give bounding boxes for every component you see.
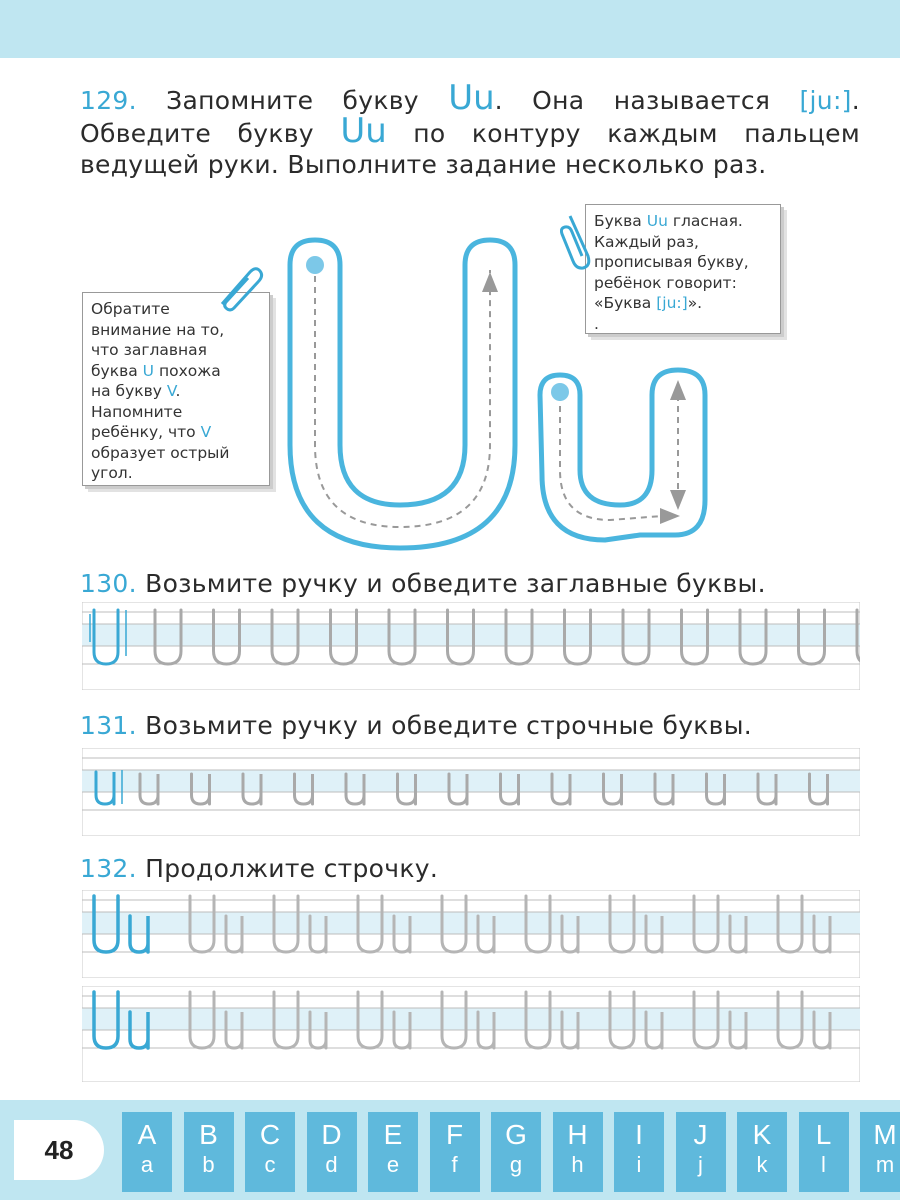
tab-lowercase: d [325,1152,338,1177]
letter-highlight: V [200,423,212,441]
text-fragment: . [851,86,860,115]
note-line: Каждый раз, [594,232,699,251]
small-u-tracing-row [82,748,860,836]
tab-lowercase: f [451,1152,458,1177]
tab-uppercase: M [873,1119,897,1150]
teacher-note-right [585,204,781,334]
tab-uppercase: H [567,1119,588,1150]
task-number: 129. [80,86,137,115]
task-number: 132. [80,854,137,883]
tab-lowercase: h [571,1152,584,1177]
tab-uppercase: I [635,1119,643,1150]
alphabet-tab-m[interactable] [860,1112,900,1192]
tab-uppercase: B [199,1119,218,1150]
alphabet-tab-e[interactable] [368,1112,418,1192]
tab-uppercase: F [445,1119,464,1150]
teacher-note-left [82,292,270,486]
task-number: 131. [80,711,137,740]
page-number: 48 [14,1120,104,1180]
tab-lowercase: a [140,1152,154,1177]
alphabet-tab-i[interactable] [614,1112,664,1192]
text-fragment: Обведите букву [80,119,314,148]
note-line: Обратите [91,300,170,318]
alphabet-tab-c[interactable] [245,1112,295,1192]
ruled-band [82,912,860,934]
alphabet-tab-a[interactable] [122,1112,172,1192]
tab-uppercase: L [815,1119,832,1150]
ruled-band [82,770,860,792]
ruled-frame [82,986,860,1082]
alphabet-tab-g[interactable] [491,1112,541,1192]
letter-sample: Uu [448,78,495,118]
uu-tracing-row [82,986,860,1082]
note-line [91,361,261,382]
note-line [594,293,772,314]
task-132-heading [80,853,438,884]
note-line: угол. [91,464,133,482]
tab-lowercase: g [509,1152,523,1177]
uu-tracing-row [82,890,860,978]
alphabet-tab-b[interactable] [184,1112,234,1192]
alphabet-tab-f[interactable] [430,1112,480,1192]
task-text: Продолжите строчку. [145,854,439,883]
note-line [594,211,772,232]
text-fragment: ребёнку, что [91,423,196,441]
note-line: прописывая букву, [594,253,749,271]
alphabet-tab-h[interactable] [553,1112,603,1192]
task-number: 130. [80,569,137,598]
ruled-band [82,1008,860,1030]
letter-sample: Uu [340,111,387,151]
note-line: ребёнок говорит: [594,273,737,292]
tab-uppercase: A [137,1119,157,1150]
ruled-band [82,624,860,646]
task-text: Возьмите ручку и обведите строчные буквы. [145,711,753,740]
text-fragment: буква [91,361,138,380]
alphabet-tab-d[interactable] [307,1112,357,1192]
tab-uppercase: G [505,1119,527,1150]
note-line: внимание на то, [91,320,225,339]
text-fragment: «Буква [594,294,652,312]
text-fragment: по контуру каждым пальцем [413,119,861,148]
alphabet-tab-j[interactable] [676,1112,726,1192]
text-fragment: на букву [91,382,162,400]
text-fragment: гласная. [672,212,743,230]
tab-lowercase: i [636,1152,642,1177]
tab-lowercase: c [264,1152,276,1177]
tab-lowercase: k [756,1152,768,1177]
top-band [0,0,900,58]
text-fragment: ». [687,294,703,312]
letter-highlight: V [166,382,176,400]
task-130-heading [80,568,766,599]
sound-transcription: [ju:] [799,86,852,115]
text-fragment: ведущей руки. Выполните задание несколько раз. [80,150,767,179]
task-131-heading [80,710,752,741]
note-line: образует острый [91,443,230,462]
paperclip-icon [214,262,264,312]
tab-uppercase: E [383,1119,403,1150]
tab-lowercase: j [698,1152,703,1177]
text-fragment: . [175,382,181,400]
tab-lowercase: m [875,1152,895,1177]
tab-lowercase: l [821,1152,826,1177]
tab-uppercase: K [752,1119,772,1150]
text-fragment: похожа [158,361,221,380]
note-line: что заглавная [91,341,207,359]
capital-u-tracing-row [82,602,860,690]
text-fragment: . Она называется [494,86,771,115]
tab-lowercase: e [386,1152,400,1177]
note-line: . [594,314,599,333]
tab-uppercase: J [693,1119,708,1150]
text-fragment: Запомните букву [166,86,419,115]
tab-uppercase: D [321,1119,342,1150]
alphabet-tab-k[interactable] [737,1112,787,1192]
tab-lowercase: b [202,1152,215,1177]
alphabet-tab-l[interactable] [799,1112,849,1192]
task-text: Возьмите ручку и обведите заглавные буквы. [145,569,766,598]
tab-uppercase: C [259,1119,281,1150]
text-fragment: Буква [594,212,642,230]
letter-highlight: Uu [646,212,668,230]
task-129-text [80,78,861,180]
letter-highlight: U [142,361,155,380]
capital-u-outline [290,240,515,548]
paperclip-icon [560,212,594,272]
sound-transcription: [ju:] [656,294,688,312]
note-line [91,381,261,402]
note-line [91,422,261,443]
note-line: Напомните [91,402,183,421]
